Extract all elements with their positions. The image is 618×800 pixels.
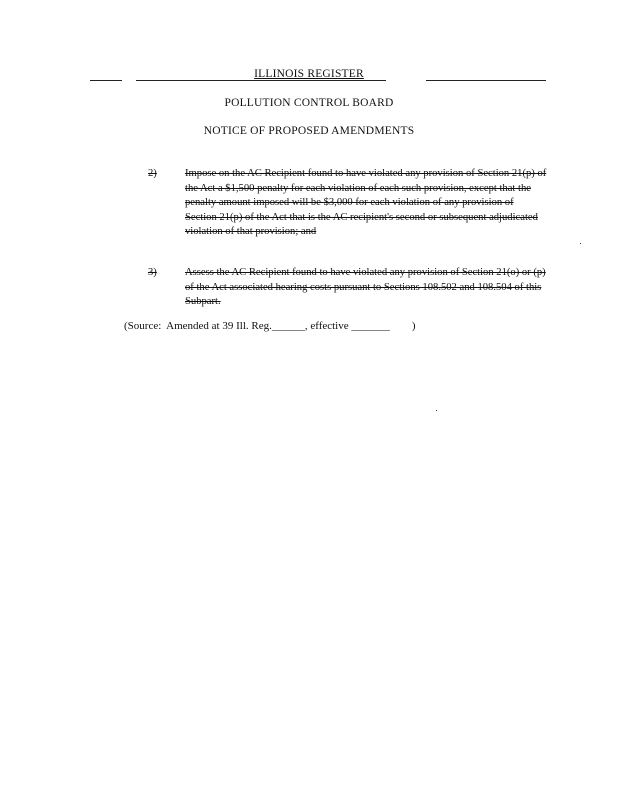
board-title: POLLUTION CONTROL BOARD bbox=[224, 97, 394, 109]
header-rule-center bbox=[136, 80, 386, 81]
header-rule-left bbox=[90, 80, 122, 81]
item-number: 2) bbox=[148, 168, 157, 179]
notice-title: NOTICE OF PROPOSED AMENDMENTS bbox=[203, 125, 415, 137]
scan-speck bbox=[580, 243, 581, 244]
scan-speck bbox=[436, 410, 437, 411]
register-title: ILLINOIS REGISTER bbox=[254, 68, 364, 80]
header-rule-right bbox=[426, 80, 546, 81]
item-text: Impose on the AC Recipient found to have violated any provision of Section 21(p) of the Act a $1,500 penalty for each violation of each such provision, except that the penalty amount imposed will be $3,000 for each violation of any provision of Section 21(p) of the Act that is the AC recipient's second or subsequent adjudicated violation of that provision; and bbox=[185, 168, 547, 238]
source-note: (Source: Amended at 39 Ill. Reg.______, effective _______ ) bbox=[124, 320, 416, 332]
item-text: Assess the AC Recipient found to have violated any provision of Section 21(o) or (p) of the Act associated hearing costs pursuant to Sections 108.502 and 108.504 of this Subpart. bbox=[185, 267, 546, 308]
list-item bbox=[148, 266, 548, 310]
list-item bbox=[148, 167, 548, 240]
item-number: 3) bbox=[148, 267, 157, 278]
